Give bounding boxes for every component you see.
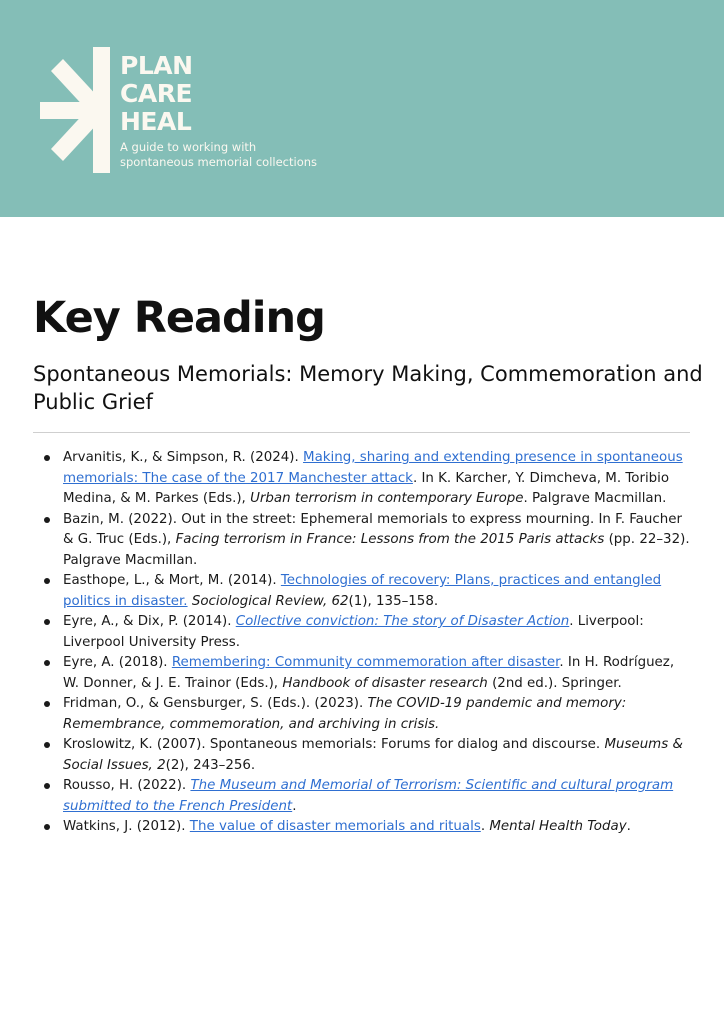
list-item: [33, 448, 693, 510]
list-item: [33, 612, 693, 653]
reference-text: .: [480, 819, 490, 834]
list-item: [33, 776, 693, 817]
reference-text: Easthope, L., & Mort, M. (2014).: [63, 573, 281, 588]
logo-subtitle: [120, 140, 317, 170]
logo-subtitle-line: A guide to working with: [120, 140, 257, 154]
list-item: [33, 817, 693, 838]
radiating-lines-logo-icon: [40, 47, 114, 173]
reference-text: Eyre, A., & Dix, P. (2014).: [63, 614, 236, 629]
logo-title-line: CARE: [120, 79, 193, 108]
reference-list: [33, 448, 693, 838]
reference-link[interactable]: The value of disaster memorials and rituals: [189, 819, 481, 834]
reference-text: Arvanitis, K., & Simpson, R. (2024).: [63, 450, 304, 465]
reference-text: . Palgrave Macmillan.: [523, 491, 667, 506]
reference-text: Eyre, A. (2018).: [63, 655, 172, 670]
page-subtitle: Spontaneous Memorials: Memory Making, Commemoration and Public Grief: [33, 362, 703, 414]
logo-title-line: HEAL: [120, 107, 192, 136]
reference-italic: Museums & Social Issues, 2: [63, 737, 683, 773]
reference-italic: Mental Health Today: [489, 819, 627, 834]
list-item: [33, 510, 693, 572]
reference-italic: The COVID-19 pandemic and memory: Remembrance, commemoration, and archiving in crisis.: [63, 696, 627, 732]
reference-text: Bazin, M. (2022). Out in the street: Ephemeral memorials to express mourning. In F. Faucher & G. Truc (Eds.),: [63, 511, 682, 547]
page-title: Key Reading: [33, 293, 325, 343]
list-item: [33, 735, 693, 776]
reference-text: . Liverpool: Liverpool University Press.: [63, 614, 644, 650]
reference-link-italic: Collective conviction: The story of Disaster Action: [235, 614, 570, 629]
logo-subtitle-line: spontaneous memorial collections: [120, 155, 318, 169]
reference-italic: Handbook of disaster research: [282, 675, 488, 691]
reference-text: (2), 243–256.: [165, 757, 256, 773]
reference-text: (2nd ed.). Springer.: [487, 675, 622, 691]
list-item: [33, 694, 693, 735]
reference-text: .: [626, 819, 631, 834]
reference-text: Rousso, H. (2022).: [63, 778, 191, 793]
divider: [33, 432, 690, 433]
list-item: [33, 571, 693, 612]
reference-italic: Sociological Review, 62: [191, 593, 349, 609]
reference-text: (1), 135–158.: [348, 593, 439, 609]
header-banner: [0, 0, 724, 217]
reference-link[interactable]: Making, sharing and extending presence in spontaneous memorials: The case of the 2017 Manchester attack: [63, 450, 683, 486]
reference-link-italic: The Museum and Memorial of Terrorism: Scientific and cultural program submitted to the French President: [63, 778, 674, 814]
reference-link[interactable]: [236, 614, 569, 629]
reference-text: (pp. 22–32). Palgrave Macmillan.: [63, 532, 690, 568]
reference-text: Watkins, J. (2012).: [63, 819, 190, 834]
logo-title-line: PLAN: [120, 51, 193, 80]
reference-italic: Urban terrorism in contemporary Europe: [250, 491, 524, 506]
reference-text: .: [292, 798, 297, 814]
reference-text: . In H. Rodríguez, W. Donner, & J. E. Trainor (Eds.),: [63, 655, 675, 691]
reference-italic: Facing terrorism in France: Lessons from the 2015 Paris attacks: [175, 532, 605, 547]
logo-title: [120, 52, 193, 136]
reference-text: Fridman, O., & Gensburger, S. (Eds.). (2023).: [63, 696, 368, 711]
reference-text: Kroslowitz, K. (2007). Spontaneous memorials: Forums for dialog and discourse.: [63, 737, 605, 752]
reference-link[interactable]: Remembering: Community commemoration after disaster: [171, 655, 560, 670]
list-item: [33, 653, 693, 694]
reference-link[interactable]: Technologies of recovery: Plans, practices and entangled politics in disaster.: [63, 573, 662, 609]
reference-text: . In K. Karcher, Y. Dimcheva, M. Toribio Medina, & M. Parkes (Eds.),: [63, 470, 670, 506]
